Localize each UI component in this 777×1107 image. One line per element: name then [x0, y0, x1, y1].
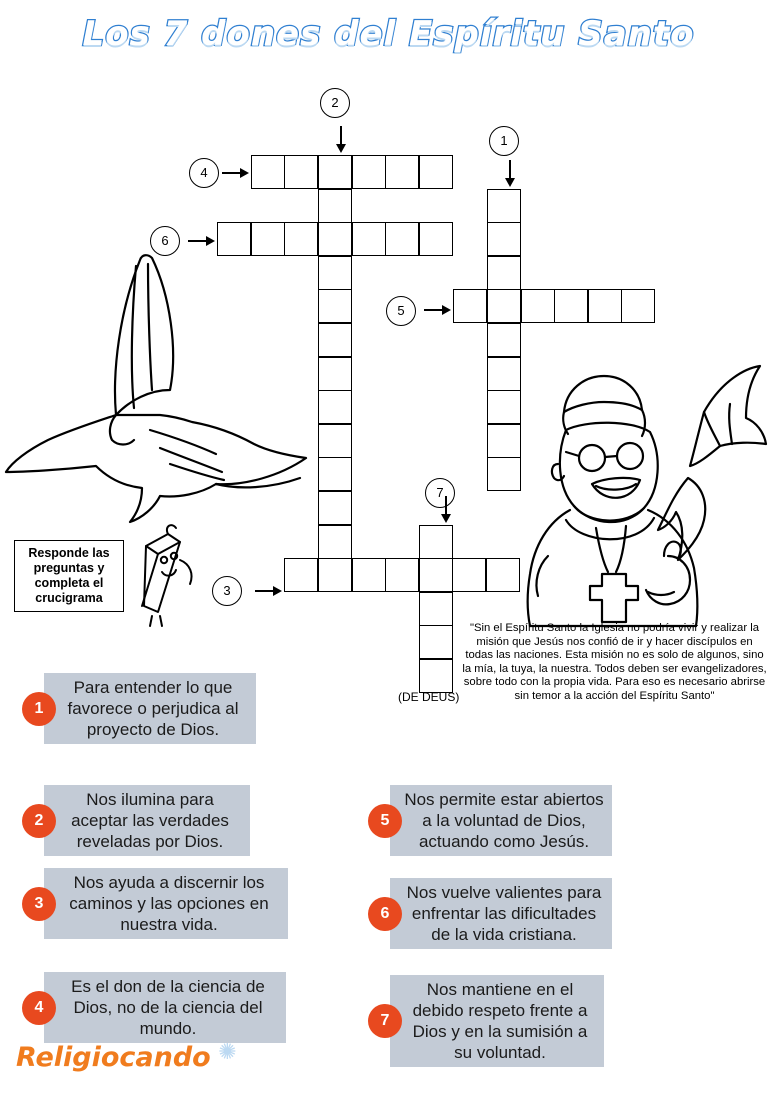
- wing-icon: ✺: [218, 1040, 237, 1065]
- grid-cell[interactable]: [385, 155, 419, 189]
- grid-cell[interactable]: [419, 222, 453, 256]
- grid-cell[interactable]: [284, 155, 318, 189]
- clue-badge-5: 5: [368, 804, 402, 838]
- grid-cell[interactable]: [621, 289, 655, 323]
- grid-cell[interactable]: [419, 625, 453, 659]
- grid-cell[interactable]: [452, 558, 486, 592]
- clue-badge-6: 6: [368, 897, 402, 931]
- clue-badge-7: 7: [368, 1004, 402, 1038]
- grid-arrow-right-6: [206, 236, 215, 246]
- clue-badge-3: 3: [22, 887, 56, 921]
- page-title: Los 7 dones del Espíritu Santo: [82, 14, 695, 54]
- grid-number-5[interactable]: 5: [386, 296, 416, 326]
- grid-cell[interactable]: [385, 558, 419, 592]
- clue-item-6: [368, 878, 616, 949]
- grid-cell[interactable]: [251, 155, 285, 189]
- grid-cell[interactable]: [588, 289, 622, 323]
- grid-arrow-right-4: [240, 168, 249, 178]
- instruction-box: Responde las preguntas y completa el crucigrama: [14, 540, 124, 612]
- footer-logo: [16, 1040, 237, 1073]
- grid-cell[interactable]: [453, 289, 487, 323]
- clue-text-4: Es el don de la ciencia de Dios, no de la ciencia del mundo.: [44, 972, 286, 1043]
- grid-number-3[interactable]: 3: [212, 576, 242, 606]
- clue-item-4: [22, 972, 290, 1043]
- grid-cell[interactable]: [487, 289, 521, 323]
- grid-cell[interactable]: [318, 155, 352, 189]
- grid-arrow-right-5: [442, 305, 451, 315]
- grid-cell[interactable]: [554, 289, 588, 323]
- clue-item-5: [368, 785, 616, 856]
- grid-cell[interactable]: [487, 189, 521, 223]
- grid-cell[interactable]: [419, 558, 453, 592]
- clue-item-7: [368, 975, 608, 1067]
- clue-badge-4: 4: [22, 991, 56, 1025]
- grid-number-2[interactable]: 2: [320, 88, 350, 118]
- grid-number-7[interactable]: 7: [425, 478, 455, 508]
- grid-cell[interactable]: [487, 256, 521, 290]
- grid-cell[interactable]: [352, 558, 386, 592]
- clue-text-7: Nos mantiene en el debido respeto frente a Dios y en la sumisión a su voluntad.: [390, 975, 604, 1067]
- quote-source: (DE DEUS): [398, 690, 460, 704]
- clue-badge-2: 2: [22, 804, 56, 838]
- grid-number-4[interactable]: 4: [189, 158, 219, 188]
- clue-text-6: Nos vuelve valientes para enfrentar las dificultades de la vida cristiana.: [390, 878, 612, 949]
- clue-text-3: Nos ayuda a discernir los caminos y las opciones en nuestra vida.: [44, 868, 288, 939]
- footer-logo-text: Religiocando: [16, 1042, 211, 1073]
- grid-cell[interactable]: [318, 189, 352, 223]
- pope-illustration: [508, 360, 776, 630]
- grid-number-1[interactable]: 1: [489, 126, 519, 156]
- grid-cell[interactable]: [352, 155, 386, 189]
- grid-cell[interactable]: [385, 222, 419, 256]
- grid-cell[interactable]: [352, 222, 386, 256]
- grid-arrow-down-1: [505, 178, 515, 187]
- grid-arrow-down-2: [336, 144, 346, 153]
- grid-cell[interactable]: [419, 592, 453, 626]
- grid-number-6[interactable]: 6: [150, 226, 180, 256]
- clue-text-1: Para entender lo que favorece o perjudica al proyecto de Dios.: [44, 673, 256, 744]
- grid-cell[interactable]: [419, 659, 453, 693]
- grid-cell[interactable]: [419, 155, 453, 189]
- clue-item-2: [22, 785, 254, 856]
- grid-cell[interactable]: [487, 323, 521, 357]
- grid-cell[interactable]: [419, 525, 453, 559]
- clue-item-3: [22, 868, 292, 939]
- grid-cell[interactable]: [521, 289, 555, 323]
- book-mascot-illustration: [128, 520, 208, 630]
- grid-cell[interactable]: [487, 222, 521, 256]
- clue-item-1: [22, 673, 262, 744]
- clue-text-2: Nos ilumina para aceptar las verdades reveladas por Dios.: [44, 785, 250, 856]
- clue-badge-1: 1: [22, 692, 56, 726]
- clue-text-5: Nos permite estar abiertos a la voluntad de Dios, actuando como Jesús.: [390, 785, 612, 856]
- grid-arrow-down-7: [441, 514, 451, 523]
- quote-text: "Sin el Espíritu Santo la Iglesia no podría vivir y realizar la misión que Jesús nos confió de ir y hacer discípulos en todas las naciones. Esta misión no es solo de algunos, sino la mía, la tuya, la nuestra. Todos deben ser evangelizadores, sobre todo con la propia vida. Para eso es necesario abrirse sin temor a la acción del Espíritu Santo": [462, 622, 767, 702]
